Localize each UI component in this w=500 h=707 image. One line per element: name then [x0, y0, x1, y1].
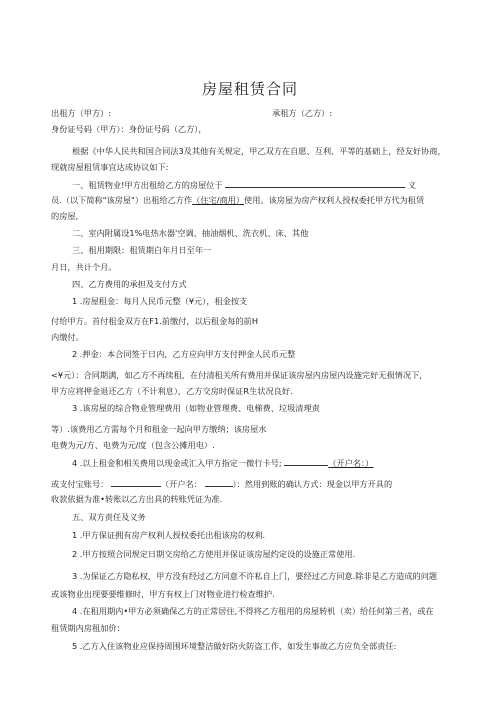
- clause-5-4: 4 .在租用期内•甲方必须确保乙方的正常居住,不得将乙方租用的房屋转机（卖）给任何第三者，或在: [72, 606, 434, 616]
- page-title: 房屋租赁合同: [201, 80, 298, 98]
- clause-4-2-refund: <¥元）：合同期满，如乙方不再续租，在付清租关所有费用并保证该房屋内房屋内设施完好无损情况下，: [51, 370, 428, 380]
- clause-4-1-rent: 1 .房屋租金：每月人民币元整（¥元），租金按支: [72, 296, 248, 306]
- clause-1-end: 的房屋,: [51, 211, 79, 221]
- clause-3-term: 三、租用期限：租赁期白年月日至年一: [72, 245, 212, 255]
- clause-1-usage-post: 使用。该房屋为房产权利人授权委托甲方代为租赁: [244, 195, 425, 205]
- clause-5-heading: 五、双方责任及义务: [72, 512, 146, 522]
- usage-type: （住宅/商用）: [192, 195, 245, 205]
- alipay-blank: [111, 478, 161, 487]
- intro-line-1: 根据《中华人民共和国合同法3及其他有关规定，甲乙双方在自愿、互利、平等的基础上，经友好协商，: [72, 146, 446, 156]
- clause-1-location-end: 义: [407, 180, 417, 190]
- clause-1-location: [72, 179, 416, 191]
- clause-5-1: 1 .甲方保证拥有房产权利人授权委托出租该房的权利.: [72, 530, 266, 540]
- clause-1-usage-pre: 员.（以下简称"该房屋"）出租给乙方作: [51, 195, 193, 205]
- lessee-label: 承租方（乙方）:: [272, 108, 333, 118]
- id-number-line: 身份证号码（甲方）：身份证号码（乙方），: [51, 124, 207, 134]
- clause-5-3-end: 或该物业出现要要维修时，甲方有权上门对物业进行检查维护.: [51, 589, 275, 599]
- clause-4-2-end: 甲方应将押金退还乙方（不计利息），乙方交房时保证R生状况良好.: [51, 386, 293, 396]
- clause-4-3-fees: 3 .该房屋的综合物业管理费用（如物业管理费、电梯费、垃圾清理责: [72, 403, 320, 413]
- clause-3-term-end: 月日，共计个月。: [51, 262, 117, 272]
- clause-4-4-end: 收款依据为准•转账以乙方出具的转账凭证为准.: [51, 494, 223, 504]
- clause-5-3: 3 .为保证乙方隐私权，甲方没有经过乙方同意不许私自上门，要经过乙方同意.除非是乙方造成的问题: [72, 571, 438, 581]
- clause-4-4-bank-text: 4 .以上租金和相关费用以现金或汇入甲方指定一微行卡号;: [72, 458, 282, 468]
- bank-account-name: （开户名：）: [328, 458, 374, 468]
- clause-1-location-text: 一、租赁物业!甲方出租给乙方的房屋位于: [72, 180, 223, 190]
- alipay-name-blank: [205, 478, 233, 487]
- clause-4-3-utilities: 等）.该费用乙方需每个月和租金一起向甲方缴纳；该房屋水: [51, 424, 267, 434]
- clause-4-3-end: 电费为元/方、电费为元/度（包含公摊用电）.: [51, 440, 215, 450]
- clause-4-heading: 四、乙方费用的承担及支付方式: [72, 279, 187, 289]
- clause-4-1-payment: 付给甲方。首付租金双方在F1.前缴付，以后租金每的前H: [51, 316, 258, 326]
- clause-5-4-end: 租赁期内房租加价：: [51, 623, 125, 633]
- clause-5-2: 2 .甲方按照合同规定日期交房给乙方使用并保证该房屋约定设的设施正常使用.: [72, 549, 356, 559]
- alipay-label: 或支付宝账号：: [51, 479, 109, 489]
- clause-4-2-deposit: 2 .押金：本合同签于日内，乙方应向甲方支付押金人民币元整: [72, 349, 296, 359]
- address-blank: [225, 179, 405, 188]
- clause-1-usage: [51, 195, 424, 206]
- intro-line-2: 现就房屋租赁事宜达成协议如下:: [51, 162, 169, 172]
- clause-4-1-end: 内缴付。: [51, 332, 84, 342]
- lessor-label: 出租方（甲方）:: [51, 108, 112, 118]
- clause-4-4-bank: [72, 457, 373, 469]
- clause-5-5: 5 .乙方入住该物业应保持周围环境整洁做好防火防盗工作，如发生事故乙方应负全部责任:: [72, 641, 397, 651]
- bank-card-blank: [284, 457, 328, 466]
- clause-4-4-confirm: ）：然用到账的确认方式：现金以甲方开具的: [232, 479, 393, 489]
- clause-4-4-alipay: [51, 478, 392, 490]
- clause-2-facilities: 二、室内附属设1%电热水器'空调、抽油烟机、洗衣机、床、其他: [72, 228, 309, 238]
- alipay-account-name: （开户名：: [160, 479, 202, 489]
